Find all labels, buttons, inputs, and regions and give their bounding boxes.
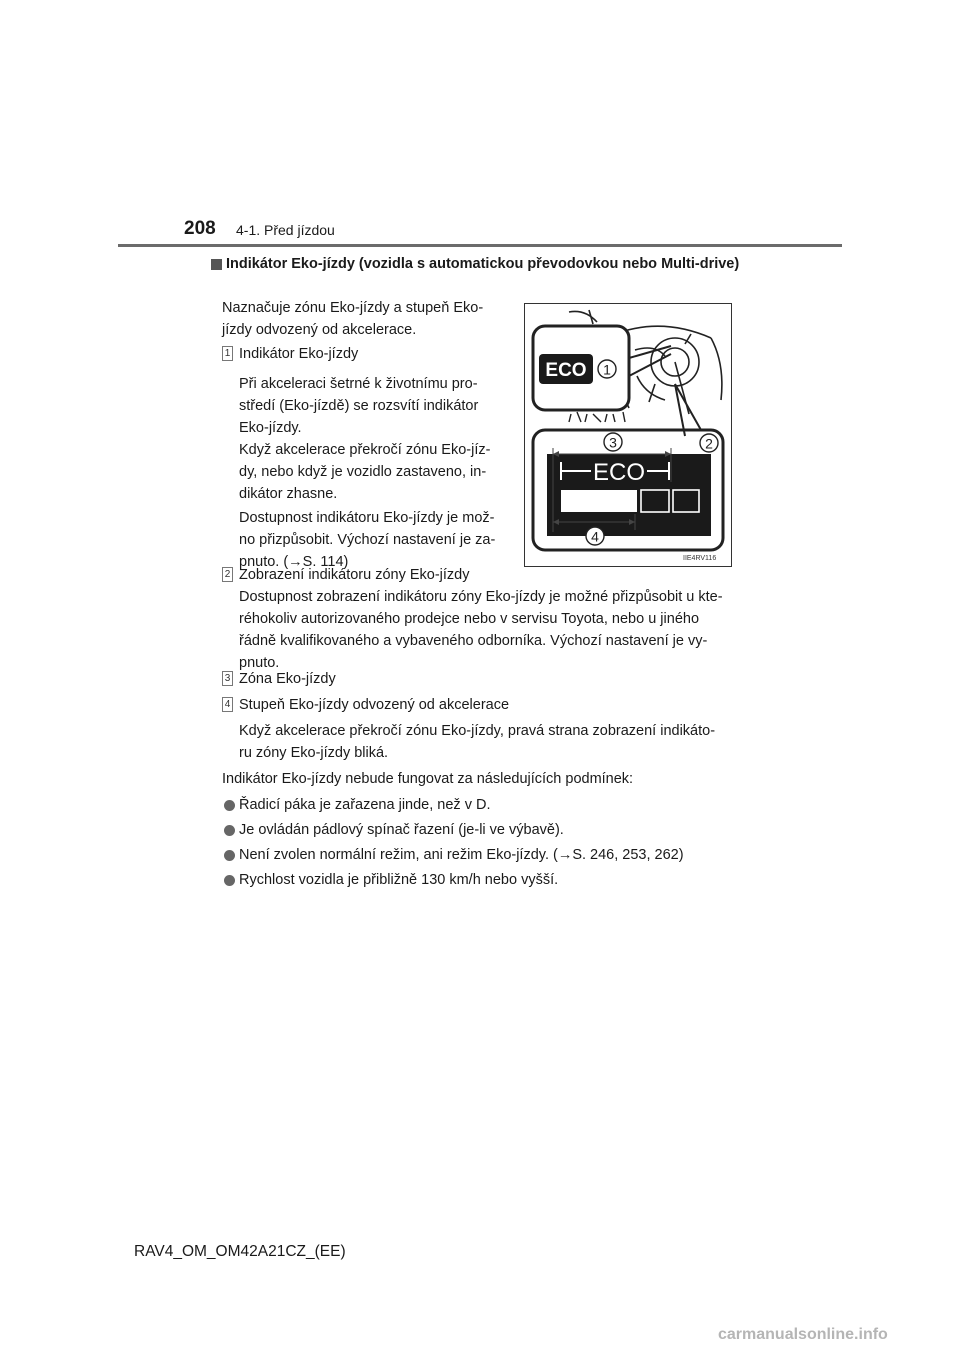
- bullet-icon: [224, 825, 235, 836]
- item-body-line: pnuto.: [239, 655, 280, 671]
- page-number: 208: [184, 218, 216, 239]
- callout-number-4: 4: [591, 528, 599, 545]
- figure-code: IIE4RV116: [683, 555, 717, 562]
- item-title: Indikátor Eko-jízdy: [239, 346, 359, 362]
- callout-number-2: 2: [705, 435, 713, 452]
- item-body-line: no přizpůsobit. Výchozí nastavení je za-: [239, 532, 496, 548]
- page-reference-link[interactable]: pnuto. (→S. 114): [239, 554, 349, 570]
- item-body-line: Když akcelerace překročí zónu Eko-jízdy, pravá strana zobrazení indikáto-: [239, 723, 716, 739]
- watermark: carmanualsonline.info: [718, 1326, 888, 1343]
- square-bullet-icon: [211, 259, 222, 270]
- item-body-line: Dostupnost zobrazení indikátoru zóny Eko-jízdy je možné přizpůsobit u kte-: [239, 589, 723, 605]
- eco-label: ECO: [545, 360, 587, 381]
- item-title: Zóna Eko-jízdy: [239, 671, 336, 687]
- intro-line: jízdy odvozený od akcelerace.: [222, 322, 417, 338]
- eco-indicator-illustration: [524, 303, 732, 567]
- callout-number-2: 2: [222, 567, 233, 582]
- bullet-icon: [224, 800, 235, 811]
- condition-item: Je ovládán pádlový spínač řazení (je-li ve výbavě).: [239, 822, 564, 838]
- callout-number-3: 3: [222, 671, 233, 686]
- callout-number-1: 1: [603, 361, 611, 378]
- section-title: 4-1. Před jízdou: [236, 222, 335, 238]
- item-body-line: Dostupnost indikátoru Eko-jízdy je mož-: [239, 510, 495, 526]
- item-body-line: Eko-jízdy.: [239, 420, 302, 436]
- callout-number-1: 1: [222, 346, 233, 361]
- section-heading: Indikátor Eko-jízdy (vozidla s automatickou převodovkou nebo Multi-drive): [226, 256, 740, 272]
- conditions-intro: Indikátor Eko-jízdy nebude fungovat za následujících podmínek:: [222, 771, 634, 787]
- item-body-line: Při akceleraci šetrné k životnímu pro-: [239, 376, 478, 392]
- item-title: Stupeň Eko-jízdy odvozený od akcelerace: [239, 697, 510, 713]
- bullet-icon: [224, 850, 235, 861]
- intro-line: Naznačuje zónu Eko-jízdy a stupeň Eko-: [222, 300, 484, 316]
- condition-item: Rychlost vozidla je přibližně 130 km/h nebo vyšší.: [239, 872, 559, 888]
- item-body-line: dikátor zhasne.: [239, 486, 338, 502]
- document-code: RAV4_OM_OM42A21CZ_(EE): [134, 1243, 346, 1260]
- header-divider: [118, 244, 842, 247]
- callout-number-4: 4: [222, 697, 233, 712]
- condition-item: Řadicí páka je zařazena jinde, než v D.: [239, 797, 491, 813]
- item-body-line: ru zóny Eko-jízdy bliká.: [239, 745, 389, 761]
- callout-number-3: 3: [609, 434, 617, 451]
- item-body-line: Když akcelerace překročí zónu Eko-jíz-: [239, 442, 491, 458]
- bullet-icon: [224, 875, 235, 886]
- eco-zone-label: ECO: [592, 459, 646, 486]
- item-body-line: středí (Eko-jízdě) se rozsvítí indikátor: [239, 398, 479, 414]
- item-title: Zobrazení indikátoru zóny Eko-jízdy: [239, 567, 470, 583]
- dashboard-diagram-icon: [525, 304, 731, 566]
- condition-item: Není zvolen normální režim, ani režim Eko-jízdy. (→S. 246, 253, 262): [239, 847, 684, 863]
- item-body-line: réhokoliv autorizovaného prodejce nebo v servisu Toyota, nebo u jiného: [239, 611, 700, 627]
- item-body-line: řádně kvalifikovaného a vybaveného odborníka. Výchozí nastavení je vy-: [239, 633, 708, 649]
- item-body-line: dy, nebo když je vozidlo zastaveno, in-: [239, 464, 487, 480]
